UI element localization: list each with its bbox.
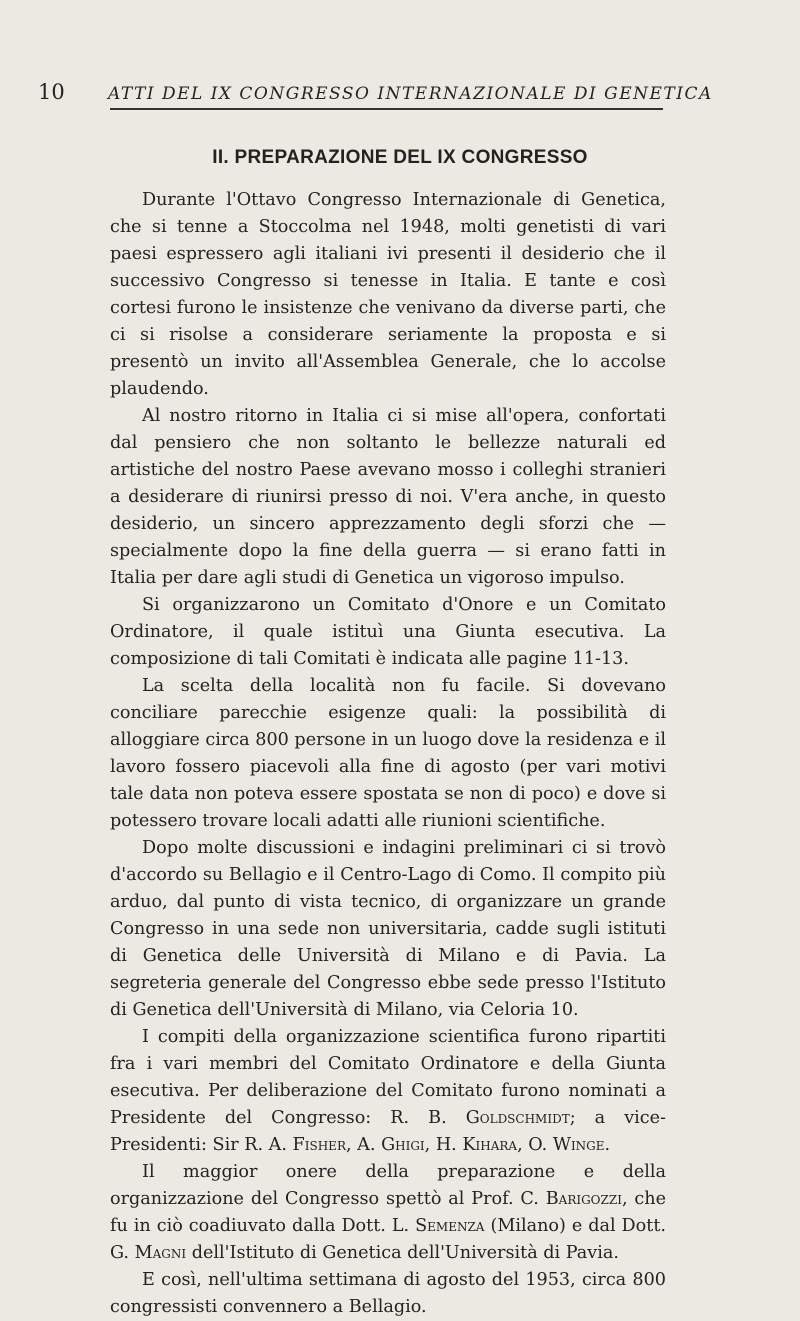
- paragraph-4: La scelta della località non fu facile. Si dovevano conciliare parecchie esigenze quali: la possibilità di alloggiare circa 800 persone in un luogo dove la residenza e il lavoro fossero piacevoli alla fine di agosto (per vari motivi tale data non poteva essere spostata se non di poco) e dove si potessero trovare locali adatti alle riunioni scientifiche.: [110, 676, 666, 831]
- paragraph-8: E così, nell'ultima settimana di agosto del 1953, circa 800 congressisti convennero a Bellagio.: [110, 1270, 666, 1317]
- page-header: [38, 80, 763, 104]
- person-name: Kihara: [462, 1135, 518, 1155]
- paragraph-5: Dopo molte discussioni e indagini preliminari ci si trovò d'accordo su Bellagio e il Centro-Lago di Como. Il compito più arduo, dal punto di vista tecnico, di organizzare un grande Congresso in una sede non universitaria, cadde sugli istituti di Genetica delle Università di Milano e di Pavia. La segreteria generale del Congresso ebbe sede presso l'Istituto di Genetica dell'Università di Milano, via Celoria 10.: [110, 838, 666, 1020]
- person-name: Ghigi: [381, 1135, 425, 1155]
- person-name: Semenza: [415, 1216, 485, 1236]
- p6-text: I compiti della organizzazione scientifica furono ripartiti fra i vari membri del Comitato Ordinatore e della Giunta esecutiva. Per deliberazione del Comitato furono nominati a Presidente del Congresso: R. B.: [110, 1027, 666, 1128]
- p7-text: (Milano) e dal Dott. G.: [110, 1216, 666, 1263]
- header-rule: [110, 108, 663, 110]
- person-name: Magni: [134, 1243, 187, 1263]
- p6-text: .: [604, 1135, 611, 1155]
- paragraph-2: Al nostro ritorno in Italia ci si mise all'opera, confortati dal pensiero che non soltanto le bellezze naturali ed artistiche del nostro Paese avevano mosso i colleghi stranieri a desiderare di riunirsi presso di noi. V'era anche, in questo desiderio, un sincero apprezzamento degli sforzi che — specialmente dopo la fine della guerra — si erano fatti in Italia per dare agli studi di Genetica un vigoroso impulso.: [110, 406, 666, 588]
- page-number: 10: [38, 80, 65, 104]
- paragraph-7: [110, 1159, 666, 1267]
- person-name: Barigozzi: [545, 1189, 622, 1209]
- paragraph-1: Durante l'Ottavo Congresso Internazionale di Genetica, che si tenne a Stoccolma nel 1948, molti genetisti di vari paesi espressero agli italiani ivi presenti il desiderio che il successivo Congresso si tenesse in Italia. E tante e così cortesi furono le insistenze che venivano da diverse parti, che ci si risolse a considerare seriamente la proposta e si presentò un invito all'Assemblea Generale, che lo accolse plaudendo.: [110, 190, 666, 399]
- p7-text: , che fu in ciò coadiuvato dalla Dott. L.: [110, 1189, 666, 1236]
- person-name: Goldschmidt: [465, 1108, 570, 1128]
- p6-text: , H.: [424, 1135, 463, 1155]
- section-title: II. PREPARAZIONE DEL IX CONGRESSO: [212, 147, 588, 168]
- p6-text: , O.: [517, 1135, 553, 1155]
- person-name: Fisher: [292, 1135, 346, 1155]
- p6-text: ; a vice-Presidenti: Sir R. A.: [110, 1108, 666, 1155]
- paragraph-6: [110, 1024, 666, 1159]
- p6-text: , A.: [345, 1135, 382, 1155]
- body-text: [110, 187, 666, 1321]
- running-head: ATTI DEL IX CONGRESSO INTERNAZIONALE DI GENETICA: [108, 84, 713, 104]
- p7-text: dell'Istituto di Genetica dell'Università di Pavia.: [186, 1243, 619, 1263]
- person-name: Winge: [552, 1135, 605, 1155]
- p7-text: Il maggior onere della preparazione e della organizzazione del Congresso spettò al Prof. C.: [110, 1162, 666, 1209]
- paragraph-3: Si organizzarono un Comitato d'Onore e un Comitato Ordinatore, il quale istituì una Giunta esecutiva. La composizione di tali Comitati è indicata alle pagine 11-13.: [110, 595, 666, 669]
